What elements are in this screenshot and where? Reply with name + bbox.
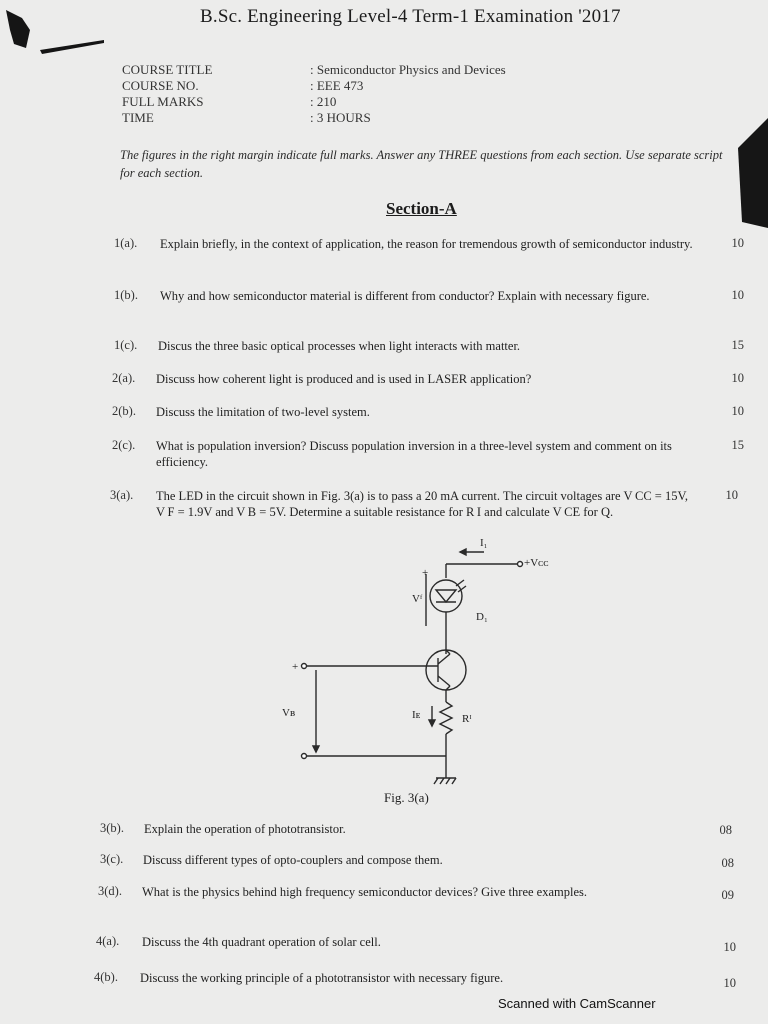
d1-label: D₁ xyxy=(476,611,488,623)
vf-label: Vᶠ xyxy=(412,593,423,605)
question-number: 3(c). xyxy=(100,852,124,866)
course-no-value: : EEE 473 xyxy=(310,78,364,93)
time-value: : 3 HOURS xyxy=(310,110,371,125)
question-number: 2(c). xyxy=(112,438,136,452)
full-marks-label: FULL MARKS xyxy=(122,94,204,109)
current-i1-label: I₁ xyxy=(480,537,488,549)
full-marks-value: : 210 xyxy=(310,94,337,109)
ie-label: Iᴇ xyxy=(412,709,421,721)
question-text: Explain briefly, in the context of application, the reason for tremendous growth of semiconductor industry. xyxy=(160,237,693,251)
plus-sign: + xyxy=(422,567,429,579)
question-marks: 08 xyxy=(721,856,734,870)
question-number: 4(a). xyxy=(96,934,120,948)
question-marks: 10 xyxy=(731,236,744,250)
question-text: Why and how semiconductor material is different from conductor? Explain with necessary figure. xyxy=(160,289,650,303)
question-number: 1(c). xyxy=(114,338,138,352)
question-marks: 15 xyxy=(731,438,744,452)
course-title-value: : Semiconductor Physics and Devices xyxy=(310,62,506,77)
question-text: Discuss the working principle of a phototransistor with necessary figure. xyxy=(140,971,504,985)
question-text: The LED in the circuit shown in Fig. 3(a) is to pass a 20 mA current. The circuit voltages are V CC = 15V, V F = 1.9V and V B = 5V. Determine a suitable resistance for R I and calculate V CE for Q. xyxy=(156,489,689,519)
section-heading: Section-A xyxy=(386,199,457,218)
question-marks: 10 xyxy=(723,940,736,954)
question-text: What is the physics behind high frequency semiconductor devices? Give three examples. xyxy=(142,885,587,899)
question-number: 4(b). xyxy=(94,970,118,984)
question-text: Explain the operation of phototransistor. xyxy=(144,822,346,836)
question-number: 3(a). xyxy=(110,488,134,502)
time-label: TIME xyxy=(122,110,154,125)
question-text: Discuss the 4th quadrant operation of solar cell. xyxy=(142,935,381,949)
scan-corner-mark xyxy=(0,0,110,60)
ri-label: Rᴵ xyxy=(462,713,472,725)
question-marks: 10 xyxy=(731,371,744,385)
question-number: 3(d). xyxy=(98,884,122,898)
plus-sign: + xyxy=(292,661,299,673)
question-marks: 08 xyxy=(719,823,732,837)
question-number: 2(b). xyxy=(112,404,136,418)
question-marks: 09 xyxy=(721,888,734,902)
question-marks: 10 xyxy=(731,288,744,302)
question-number: 2(a). xyxy=(112,371,136,385)
question-marks: 15 xyxy=(731,338,744,352)
question-marks: 10 xyxy=(725,488,738,502)
question-marks: 10 xyxy=(731,404,744,418)
question-marks: 10 xyxy=(723,976,736,990)
question-text: Discuss the limitation of two-level system. xyxy=(156,405,370,419)
question-text: Discuss different types of opto-couplers and compose them. xyxy=(143,853,443,867)
figure-caption: Fig. 3(a) xyxy=(384,790,429,805)
exam-instructions: The figures in the right margin indicate full marks. Answer any THREE questions from each section. Use separate script for each section. xyxy=(120,148,723,180)
vcc-label: +Vᴄᴄ xyxy=(524,557,549,569)
question-number: 3(b). xyxy=(100,821,124,835)
question-number: 1(a). xyxy=(114,236,138,250)
question-number: 1(b). xyxy=(114,288,138,302)
circuit-figure xyxy=(280,530,580,810)
vb-label: Vʙ xyxy=(282,707,296,719)
scan-edge-shadow xyxy=(736,118,768,228)
scanner-watermark: Scanned with CamScanner xyxy=(498,996,656,1011)
course-no-label: COURSE NO. xyxy=(122,78,199,93)
course-title-label: COURSE TITLE xyxy=(122,62,213,77)
question-text: Discuss how coherent light is produced and is used in LASER application? xyxy=(156,372,532,386)
question-text: Discus the three basic optical processes when light interacts with matter. xyxy=(158,339,521,353)
question-text: What is population inversion? Discuss population inversion in a three-level system and comment on its efficiency. xyxy=(156,439,672,469)
exam-title: B.Sc. Engineering Level-4 Term-1 Examination '2017 xyxy=(200,6,621,27)
